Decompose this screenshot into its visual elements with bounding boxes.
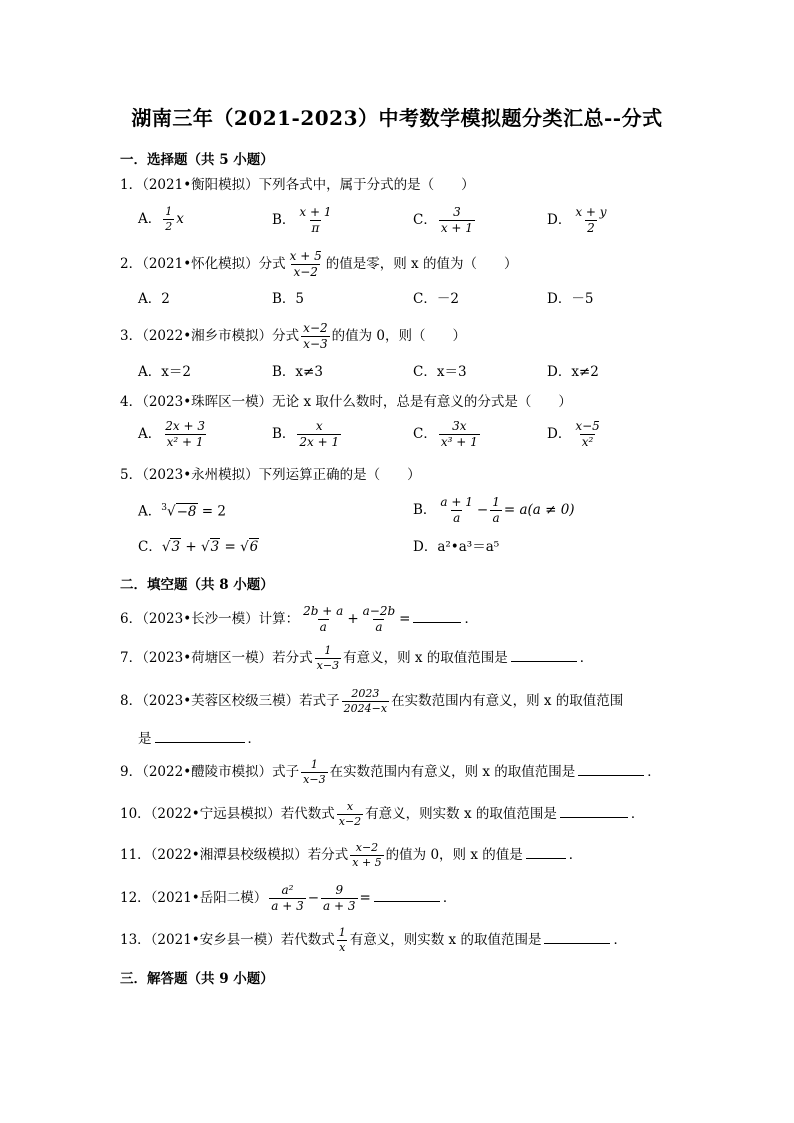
q4-option-d: D． $\frac{x-5}{\text{x²}}$: [547, 419, 600, 450]
answer-blank[interactable]: [155, 730, 245, 743]
question-4-stem: 4．（2023•珠晖区一模）无论 x 取什么数时，总是有意义的分式是（ ）: [120, 394, 572, 410]
fraction: $\frac{2x + 3}{\text{x² + 1}}$: [165, 419, 205, 450]
fraction: $\frac{x-2}{x-3}$: [303, 321, 328, 352]
fraction: $\frac{3}{x + 1}$: [440, 205, 473, 236]
answer-blank[interactable]: [578, 763, 644, 776]
fraction: $\frac{a-2b}{a}$: [362, 604, 396, 635]
answer-blank[interactable]: [560, 805, 628, 818]
question-3-stem: 3．（2022•湘乡市模拟）分式 $\frac{x-2}{x-3}$ 的值为 0，则（ ）: [120, 321, 467, 352]
answer-blank[interactable]: [374, 889, 440, 902]
fraction: $\frac{x-5}{\text{x²}}$: [575, 419, 600, 450]
fraction: $\frac{2b + a}{a}$: [303, 604, 344, 635]
fraction: $\frac{1}{2}$: [165, 205, 173, 234]
page-title: 湖南三年（2021-2023）中考数学模拟题分类汇总--分式: [131, 106, 663, 130]
q1-option-b: B． $\frac{x + 1}{\pi}$: [272, 205, 332, 236]
q2-option-b: B．5: [272, 291, 305, 307]
fraction: $\frac{x}{2x + 1}$: [299, 419, 340, 450]
q2-option-d: D．－5: [547, 291, 594, 307]
q5-option-d: D．a²•a³＝a⁵: [413, 539, 500, 555]
question-13-stem: 13．（2021•安乡县一模）若代数式 $\frac{1}{x}$ 有意义，则实数 x 的取值范围是 ．: [120, 926, 627, 955]
q5-option-a: A．$^3$√−8 = 2: [138, 503, 226, 520]
fraction: $\frac{x + 1}{\pi}$: [299, 205, 332, 236]
fraction: $\frac{x-2}{x + 5}$: [352, 841, 382, 870]
q1-option-a: A． $\frac{1}{2}$ x: [138, 205, 184, 234]
q3-option-a: A．x＝2: [138, 364, 191, 380]
question-9-stem: 9．（2022•醴陵市模拟）式子 $\frac{1}{x-3}$ 在实数范围内有意义，则 x 的取值范围是 ．: [120, 758, 661, 787]
section-heading-solve: 三．解答题（共 9 小题）: [120, 971, 274, 987]
fraction: $\frac{x + 5}{x-2}$: [289, 249, 322, 280]
question-8-line2: 是 ．: [138, 731, 261, 747]
question-10-stem: 10．（2022•宁远县模拟）若代数式 $\frac{x}{x-2}$ 有意义，则实数 x 的取值范围是 ．: [120, 800, 645, 829]
q5-option-b: B． $\frac{a + 1}{a}$ − $\frac{1}{a}$ = a(a ≠ 0): [413, 495, 575, 526]
question-5-stem: 5．（2023•永州模拟）下列运算正确的是（ ）: [120, 467, 421, 483]
q3-option-d: D．x≠2: [547, 364, 599, 380]
q1-option-d: D． $\frac{x + y}{2}$: [547, 205, 607, 236]
fraction: $\frac{1}{a}$: [492, 495, 500, 526]
q2-option-c: C．－2: [413, 291, 459, 307]
fraction: $\frac{3x}{\text{x³ + 1}}$: [440, 419, 478, 450]
fraction: $\frac{x}{x-2}$: [338, 800, 362, 829]
answer-blank[interactable]: [511, 649, 577, 662]
fraction: $\frac{\text{a²}}{a + 3}$: [271, 883, 304, 914]
q1-option-c: C． $\frac{3}{x + 1}$: [413, 205, 473, 236]
q4-option-b: B． $\frac{x}{2x + 1}$: [272, 419, 340, 450]
fraction: $\frac{1}{x}$: [338, 926, 346, 955]
question-6-stem: 6．（2023•长沙一模）计算： $\frac{2b + a}{a}$ + $\frac{a-2b}{a}$ = ．: [120, 604, 478, 635]
fraction: $\frac{x + y}{2}$: [575, 205, 607, 236]
fraction: $\frac{1}{x-3}$: [316, 644, 340, 673]
q4-option-a: A． $\frac{2x + 3}{\text{x² + 1}}$: [138, 419, 205, 450]
answer-blank[interactable]: [544, 931, 610, 944]
q4-option-c: C． $\frac{3x}{\text{x³ + 1}}$: [413, 419, 478, 450]
question-7-stem: 7．（2023•荷塘区一模）若分式 $\frac{1}{x-3}$ 有意义，则 x 的取值范围是 ．: [120, 644, 594, 673]
q3-option-c: C．x＝3: [413, 364, 467, 380]
question-1-stem: 1．（2021•衡阳模拟）下列各式中，属于分式的是（ ）: [120, 177, 475, 193]
q3-option-b: B．x≠3: [272, 364, 323, 380]
option-label: A．: [138, 210, 162, 227]
question-8-stem: 8．（2023•芙蓉区校级三模）若式子 $\frac{2023}{2024-x}$ 在实数范围内有意义，则 x 的取值范围: [120, 687, 624, 716]
question-12-stem: 12．（2021•岳阳二模） $\frac{\text{a²}}{a + 3}$ − $\frac{9}{a + 3}$ = ．: [120, 883, 457, 914]
section-heading-fill: 二．填空题（共 8 小题）: [120, 577, 274, 593]
fraction: $\frac{1}{x-3}$: [303, 758, 326, 787]
question-2-stem: 2．（2021•怀化模拟）分式 $\frac{x + 5}{x-2}$ 的值是零，则 x 的值为（ ）: [120, 249, 518, 280]
question-11-stem: 11．（2022•湘潭县校级模拟）若分式 $\frac{x-2}{x + 5}$ 的值为 0，则 x 的值是 ．: [120, 841, 583, 870]
section-heading-choice: 一．选择题（共 5 小题）: [120, 152, 274, 168]
fraction: $\frac{9}{a + 3}$: [323, 883, 356, 914]
answer-blank[interactable]: [413, 610, 461, 623]
answer-blank[interactable]: [526, 846, 566, 859]
q2-option-a: A．2: [138, 291, 170, 307]
fraction: $\frac{a + 1}{a}$: [440, 495, 473, 526]
q5-option-c: C．√3 + √3 = √6: [138, 539, 259, 555]
fraction: $\frac{2023}{2024-x}$: [343, 687, 388, 716]
